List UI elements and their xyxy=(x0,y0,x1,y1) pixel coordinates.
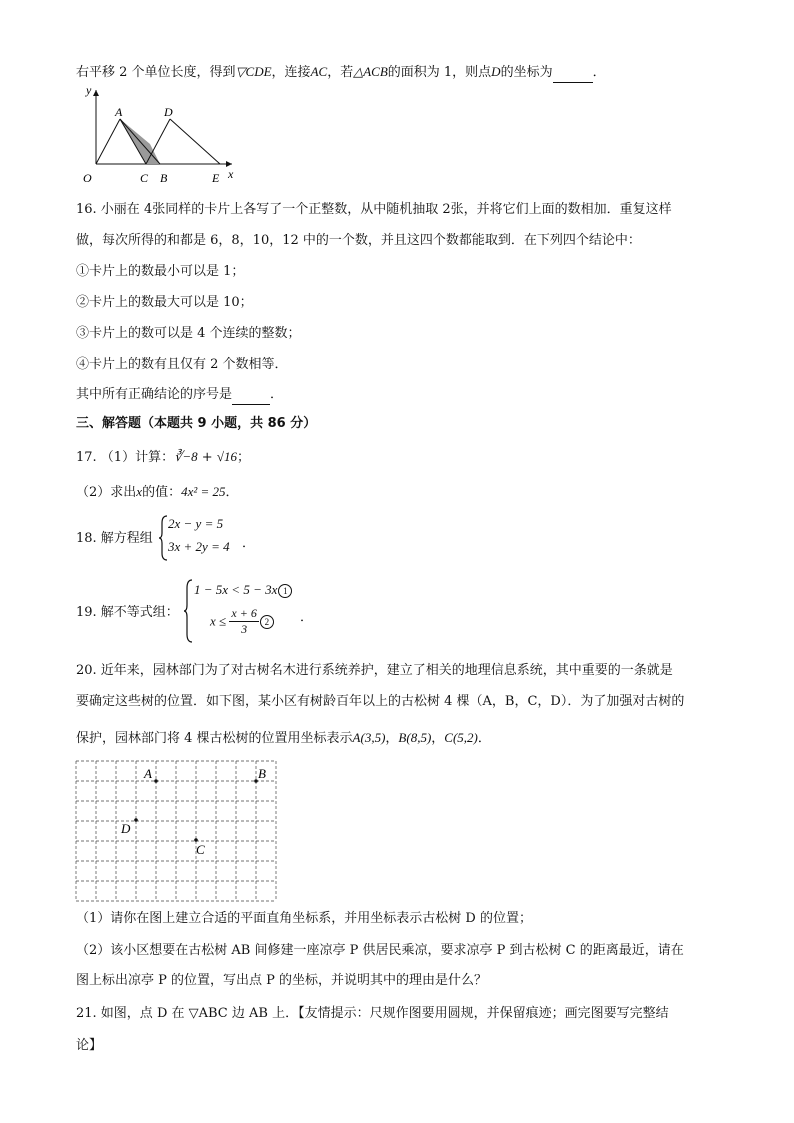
q15-figure xyxy=(72,84,252,188)
segment-ab xyxy=(120,119,160,164)
label-b: B xyxy=(160,171,168,185)
q16-ask: 其中所有正确结论的序号是 xyxy=(76,387,233,402)
q20-grid-figure xyxy=(75,760,279,902)
q17-part2 xyxy=(76,483,239,502)
section-3-header: 三、解答题（本题共 9 小题，共 86 分） xyxy=(76,416,317,431)
q19-prefix: 19. 解不等式组： xyxy=(76,605,179,620)
q17-p2-prefix: （2）求出 xyxy=(76,485,137,500)
q16-line1: 16. 小丽在 4张同样的卡片上各写了一个正整数，从中随机抽取 2张，并将它们上面的数相加．重复这样 xyxy=(76,202,672,217)
grid-label-a: A xyxy=(144,766,152,781)
q16-end: ． xyxy=(270,387,284,402)
label-a: A xyxy=(115,105,123,119)
q20-line3 xyxy=(76,729,491,748)
label-o: O xyxy=(83,171,92,185)
q19-fraction xyxy=(229,606,258,637)
grid-label-b: B xyxy=(258,766,266,781)
q20-sep-2: ， xyxy=(431,731,445,746)
q19-end: ． xyxy=(300,610,314,625)
q19-mark-2: 2 xyxy=(260,615,274,629)
q17-p2-mid: 的值： xyxy=(142,485,182,500)
q16-line2: 做，每次所得的和都是 6，8，10，12 中的一个数，并且这四个数都能取到．在下列四个结论中： xyxy=(76,233,641,248)
q16-option-2: ②卡片上的数最大可以是 10； xyxy=(76,295,253,310)
q20-sub2-line1: （2）该小区想要在古松树 AB 间修建一座凉亭 P 供居民乘凉，要求凉亭 P 到古松树 C 的距离最近，请在 xyxy=(76,943,684,958)
segment-oa xyxy=(96,119,120,164)
q20-line1: 20. 近年来，园林部门为了对古树名木进行系统养护，建立了相关的地理信息系统，其中重要的一条就是 xyxy=(76,663,673,678)
q19-brace xyxy=(183,579,193,643)
q18-equation-2: 3x + 2y = 4 xyxy=(168,539,230,554)
q15-text-a: 右平移 2 个单位长度，得到 xyxy=(76,65,236,80)
q20-sep-1: ， xyxy=(385,731,399,746)
q20-sub2-line2: 图上标出凉亭 P 的位置，写出点 P 的坐标，并说明其中的理由是什么？ xyxy=(76,973,488,988)
q15-text-b: ，连接 xyxy=(271,65,311,80)
grid-lines xyxy=(76,761,276,901)
label-e: E xyxy=(212,171,220,185)
q20-coord-a: A(3,5) xyxy=(352,730,386,745)
q17-square-root: √16 xyxy=(216,449,237,464)
grid-label-d: D xyxy=(121,821,131,836)
q20-coord-c: C(5,2) xyxy=(444,730,478,745)
q17-p1-end: ； xyxy=(236,450,250,465)
label-y: y xyxy=(86,84,92,97)
q17-equation: 4x² = 25 xyxy=(181,484,226,499)
q20-line3-end: ． xyxy=(477,731,491,746)
label-d: D xyxy=(164,105,173,119)
q21-line2: 论】 xyxy=(76,1038,103,1053)
grid-label-c: C xyxy=(196,842,205,857)
q18-equation-1: 2x − y = 5 xyxy=(168,516,224,531)
q18-brace xyxy=(158,515,168,561)
q19-mark-1: 1 xyxy=(278,584,292,598)
q15-text-d: 的面积为 1，则点 xyxy=(387,65,492,80)
q15-text-c: ，若 xyxy=(327,65,354,80)
segment-cd xyxy=(146,119,170,164)
q15-answer-blank[interactable] xyxy=(553,64,593,83)
label-c: C xyxy=(140,171,149,185)
q19-fraction-numerator: x + 6 xyxy=(231,606,257,620)
q20-line3-text: 保护，园林部门将 4 棵古松树的位置用坐标表示 xyxy=(76,731,353,746)
q20-coord-b: B(8,5) xyxy=(398,730,432,745)
q19-ineq1-text: 1 − 5x < 5 − 3x xyxy=(194,582,278,597)
q15-text-e: 的坐标为 xyxy=(500,65,553,80)
q15-point-d: D xyxy=(491,64,501,79)
q16-answer-blank[interactable] xyxy=(232,386,270,405)
q16-option-3: ③卡片上的数可以是 4 个连续的整数； xyxy=(76,326,301,341)
segment-de xyxy=(170,119,220,164)
point-a xyxy=(154,779,158,783)
q18-end: ． xyxy=(242,536,256,551)
q16-option-4: ④卡片上的数有且仅有 2 个数相等． xyxy=(76,357,288,372)
q16-ask-line xyxy=(76,386,283,405)
q19-fraction-denominator: 3 xyxy=(241,622,248,636)
q15-segment-ac: AC xyxy=(310,64,328,79)
q17-cube-root: ∛−8 xyxy=(174,449,198,464)
q17-var-x: x xyxy=(136,484,143,499)
q20-sub1: （1）请你在图上建立合适的平面直角坐标系，并用坐标表示古松树 D 的位置； xyxy=(76,911,532,926)
q19-inequality-1 xyxy=(194,582,292,598)
q15-text-line xyxy=(76,63,606,83)
q17-p2-end: ． xyxy=(225,485,239,500)
q20-line2: 要确定这些树的位置．如下图，某小区有树龄百年以上的古松树 4 棵（A，B，C，D）．为了加强对古树的 xyxy=(76,694,685,709)
q16-option-1: ①卡片上的数最小可以是 1； xyxy=(76,264,245,279)
q19-ineq2-left: x ≤ xyxy=(210,613,227,629)
label-x: x xyxy=(228,167,234,181)
q17-p1-prefix: 17. （1）计算： xyxy=(76,450,175,465)
q18-prefix: 18. 解方程组 xyxy=(76,531,153,546)
q15-triangle-cde: ▽CDE xyxy=(235,64,272,79)
q17-part1 xyxy=(76,448,250,467)
q21-line1: 21. 如图，点 D 在 ▽ABC 边 AB 上．【友情提示：尺规作图要用圆规，并保留痕迹；画完图要写完整结 xyxy=(76,1006,669,1021)
q15-triangle-acb: △ACB xyxy=(353,64,388,79)
q15-end: ． xyxy=(592,65,606,80)
q19-inequality-2 xyxy=(210,606,274,637)
point-d xyxy=(134,818,138,822)
q17-plus: + xyxy=(197,450,217,465)
